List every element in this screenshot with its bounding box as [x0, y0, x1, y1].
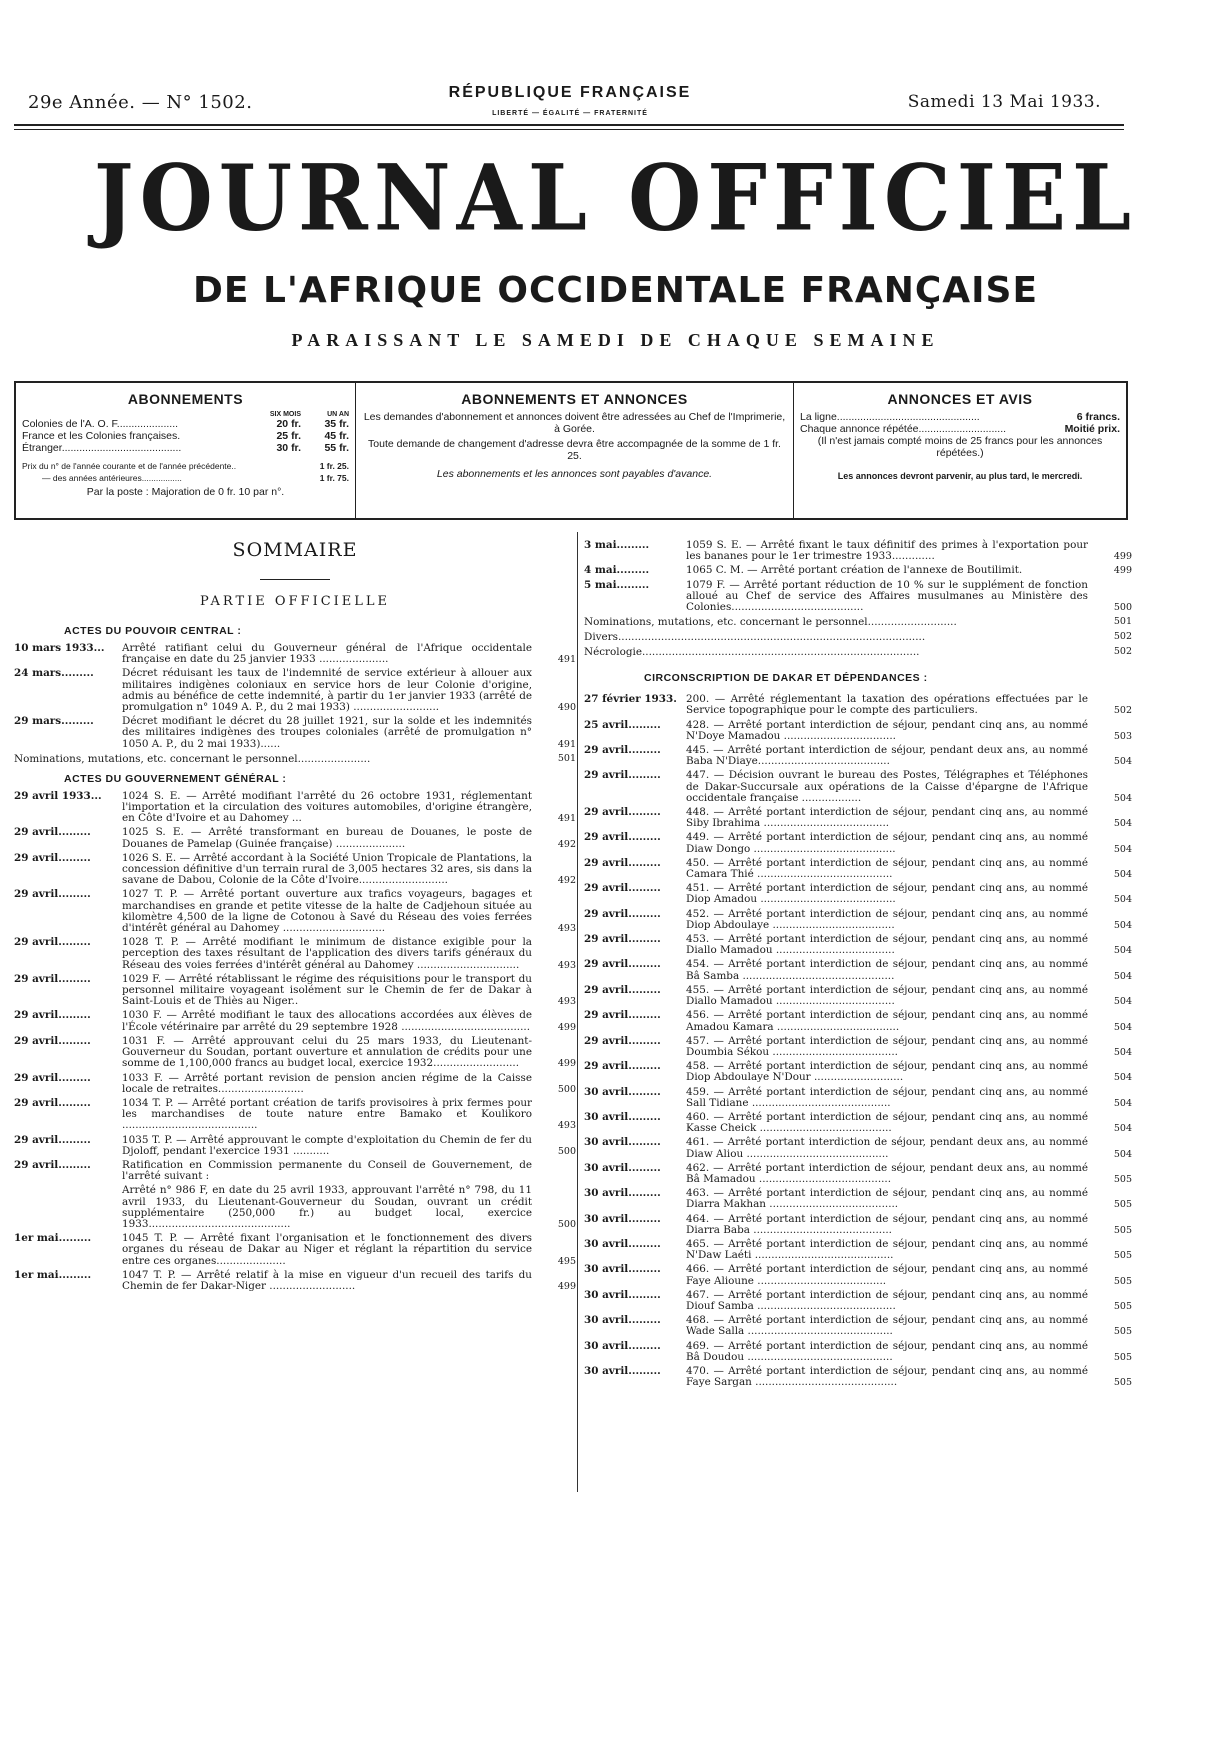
- entry-date: 29 avril.........: [584, 769, 661, 782]
- prix-anterieur-row: — des années antérieures................. 1 fr. 75.: [42, 473, 349, 483]
- entry-text: 448. — Arrêté portant interdiction de séjour, pendant cinq ans, au nommé Siby Ibrahima ......................................: [686, 806, 1088, 830]
- entry-text: 453. — Arrêté portant interdiction de séjour, pendant cinq ans, au nommé Diallo Mamadou ....................................: [686, 933, 1088, 957]
- abonnement-row: [22, 418, 349, 430]
- entry-text: 1059 S. E. — Arrêté fixant le taux définitif des primes à l'exportation pour les bananes pour le 1er trimestre 1933.............: [686, 539, 1088, 563]
- entry-page: 505: [1113, 1199, 1132, 1211]
- abonnements-annonces-p3: Les abonnements et les annonces sont payables d'avance.: [436, 468, 713, 480]
- entry-page: 495: [557, 1255, 576, 1267]
- entry-page: 504: [1113, 1046, 1132, 1058]
- sommaire-entry: [584, 807, 1132, 829]
- sommaire-entry: [584, 1239, 1132, 1261]
- journal-subtitle: DE L'AFRIQUE OCCIDENTALE FRANÇAISE: [192, 270, 1039, 311]
- abonnements-panel: [16, 383, 356, 518]
- abonnement-row: [22, 442, 349, 454]
- entry-text: 470. — Arrêté portant interdiction de séjour, pendant cinq ans, au nommé Faye Sargan ...........................................: [686, 1364, 1088, 1389]
- entry-text: 447. — Décision ouvrant le bureau des Postes, Télégraphes et Téléphones de Dakar-Succursale aux opérations de la Caisse d'épargne de l'Afrique occidentale française ..................: [686, 769, 1088, 804]
- entry-date: 30 avril.........: [584, 1161, 661, 1174]
- entry-page: 505: [1113, 1275, 1132, 1287]
- abonnement-label: Colonies de l'A. O. F.....................: [22, 418, 179, 430]
- entry-text: 462. — Arrêté portant interdiction de séjour, pendant deux ans, au nommé Bâ Mamadou ........................................: [686, 1161, 1088, 1185]
- col-six-mois: SIX MOIS: [269, 411, 301, 418]
- sommaire-entry: [584, 985, 1132, 1007]
- abonnement-row: [22, 430, 349, 442]
- section-pouvoir-central: ACTES DU POUVOIR CENTRAL :: [64, 625, 242, 637]
- entry-date: 29 avril 1933...: [14, 789, 102, 802]
- sommaire-entry: [584, 580, 1132, 614]
- sommaire-entry: [584, 1315, 1132, 1337]
- entry-date: 30 avril.........: [584, 1364, 661, 1377]
- sommaire-entry: [14, 1073, 576, 1095]
- entry-text: 468. — Arrêté portant interdiction de séjour, pendant cinq ans, au nommé Wade Salla ............................................: [686, 1314, 1088, 1338]
- entry-page: 505: [1113, 1300, 1132, 1312]
- entry-text: 1045 T. P. — Arrêté fixant l'organisation et le fonctionnement des divers organes du réseau de Dakar au Niger et réglant la répartition du service entre ces organes.....................: [122, 1232, 532, 1267]
- sommaire-entry: [14, 1036, 576, 1070]
- entry-page: 504: [1113, 1148, 1132, 1160]
- entry-text: 452. — Arrêté portant interdiction de séjour, pendant cinq ans, au nommé Diop Abdoulaye .....................................: [686, 907, 1088, 931]
- entry-text: 1025 S. E. — Arrêté transformant en bureau de Douanes, le poste de Douanes de Pamelap (Guinée française) .....................: [122, 826, 532, 850]
- entry-date: 29 avril.........: [584, 856, 661, 869]
- entry-date: 29 avril.........: [14, 1009, 91, 1022]
- entry-text: 1026 S. E. — Arrêté accordant à la Société Union Tropicale de Plantations, la concession définitive d'un terrain rural de 3,005 hectares 32 ares, sis dans la savane de Dabou, Colonie de la Côte d'Ivoire...........................: [122, 851, 532, 887]
- sommaire-entry: [584, 1188, 1132, 1210]
- misc-line: [584, 646, 1132, 658]
- sommaire-entry: [14, 1270, 576, 1292]
- abonnement-six-mois: 20 fr.: [276, 418, 301, 430]
- abonnements-heading: ABONNEMENTS: [127, 391, 244, 407]
- repetee-row: Chaque annonce répétée.............................. Moitié prix.: [800, 423, 1120, 435]
- entry-page: 504: [1113, 919, 1132, 931]
- sommaire-entry: [14, 791, 576, 825]
- entry-date: 29 avril.........: [14, 888, 91, 901]
- entry-date: 29 avril.........: [14, 1034, 91, 1047]
- entry-page: 500: [1113, 602, 1132, 614]
- entry-page: 493: [557, 959, 576, 971]
- entry-page: 504: [1113, 792, 1132, 804]
- annonces-note: (Il n'est jamais compté moins de 25 francs pour les annonces répétées.): [817, 435, 1103, 459]
- sommaire-entry: [584, 832, 1132, 854]
- entry-date: 29 avril.........: [584, 882, 661, 895]
- sommaire-entry: [14, 937, 576, 971]
- sommaire-entry: [14, 643, 576, 665]
- abonnement-label: France et les Colonies françaises.: [22, 430, 181, 442]
- entry-page: 505: [1113, 1326, 1132, 1338]
- entry-date: 27 février 1933.: [584, 693, 677, 706]
- misc-text: Nominations, mutations, etc. concernant le personnel...........................: [584, 616, 957, 629]
- entry-page: 491: [557, 813, 576, 825]
- sommaire-entry: [584, 745, 1132, 767]
- entry-date: 29 avril.........: [14, 1071, 91, 1084]
- sommaire-entry: [14, 1233, 576, 1267]
- entry-date: 30 avril.........: [584, 1237, 661, 1250]
- misc-line: [584, 631, 1132, 643]
- entry-date: 24 mars.........: [14, 667, 94, 680]
- entry-text: 450. — Arrêté portant interdiction de séjour, pendant cinq ans, au nommé Camara Thié .........................................: [686, 856, 1088, 881]
- entry-page: 504: [1113, 1123, 1132, 1135]
- misc-page: 502: [1113, 631, 1132, 643]
- misc-page: 501: [1113, 616, 1132, 628]
- subscription-box: [14, 381, 1128, 520]
- entry-page: 500: [557, 1218, 576, 1230]
- entry-page: 504: [1113, 756, 1132, 768]
- entry-page: 505: [1113, 1377, 1132, 1389]
- entry-date: 29 avril.........: [14, 826, 91, 839]
- entry-date: 29 avril.........: [584, 907, 661, 920]
- entry-date: 30 avril.........: [584, 1288, 661, 1301]
- column-divider: [577, 532, 578, 1492]
- abonnements-annonces-p1: Les demandes d'abonnement et annonces doivent être adressées au Chef de l'Imprimerie, à Gorée.: [363, 411, 786, 435]
- entry-text: 455. — Arrêté portant interdiction de séjour, pendant cinq ans, au nommé Diallo Mamadou ....................................: [686, 983, 1088, 1008]
- entry-date: 1er mai.........: [14, 1232, 92, 1245]
- sommaire-entry: [14, 1010, 576, 1032]
- entry-date: 29 avril.........: [14, 972, 91, 985]
- sommaire-entry: [14, 827, 576, 849]
- misc-text: Divers.............................................................................................: [584, 631, 926, 644]
- entry-date: 29 avril.........: [14, 936, 91, 949]
- sommaire-right-column: [584, 540, 1132, 1391]
- sommaire-entry: [584, 1010, 1132, 1032]
- sommaire-entry: [584, 883, 1132, 905]
- entry-date: 29 avril.........: [14, 851, 91, 864]
- entry-text: 456. — Arrêté portant interdiction de séjour, pendant cinq ans, au nommé Amadou Kamara .....................................: [686, 1009, 1088, 1033]
- entry-text: 1030 F. — Arrêté modifiant le taux des allocations accordées aux élèves de l'École vétérinaire par arrêté du 29 septembre 1928 .......................................: [122, 1009, 532, 1033]
- entry-page: 504: [1113, 1021, 1132, 1033]
- abonnement-label: Étranger.........................................: [22, 442, 182, 454]
- sommaire-entry: [14, 1135, 576, 1157]
- entry-page: 493: [557, 1120, 576, 1132]
- sommaire-entry: [584, 1087, 1132, 1109]
- entry-text: 464. — Arrêté portant interdiction de séjour, pendant cinq ans, au nommé Diarra Baba ..........................................: [686, 1212, 1088, 1236]
- entry-date: 29 avril.........: [14, 1096, 91, 1109]
- publication-frequency: PARAISSANT LE SAMEDI DE CHAQUE SEMAINE: [291, 330, 940, 350]
- sommaire-entry: [14, 1185, 576, 1230]
- partie-officielle-heading: PARTIE OFFICIELLE: [199, 594, 391, 609]
- entry-text: 1031 F. — Arrêté approuvant celui du 25 mars 1933, du Lieutenant-Gouverneur du Soudan, portant ouverture et annulation de crédits pour une somme de 1,100,000 francs au budget local, exercice 1932..........................: [122, 1034, 532, 1070]
- entry-date: 29 avril.........: [584, 933, 661, 946]
- entry-text: 466. — Arrêté portant interdiction de séjour, pendant cinq ans, au nommé Faye Alioune .......................................: [686, 1263, 1088, 1287]
- sommaire-entry: [14, 889, 576, 934]
- entry-text: 1024 S. E. — Arrêté modifiant l'arrêté du 26 octobre 1931, réglementant l'importation et la circulation des voitures automobiles, d'origine étrangère, en Côte d'Ivoire et au Dahomey ...: [122, 789, 532, 825]
- sommaire-entry: [584, 720, 1132, 742]
- sommaire-entry: [14, 1160, 576, 1182]
- entry-date: 30 avril.........: [584, 1110, 661, 1123]
- entry-page: 504: [1113, 970, 1132, 982]
- abonnement-six-mois: 25 fr.: [276, 430, 301, 442]
- entry-page: 504: [1113, 945, 1132, 957]
- entry-text: 469. — Arrêté portant interdiction de séjour, pendant cinq ans, au nommé Bâ Doudou ............................................: [686, 1339, 1088, 1363]
- entry-page: 499: [1113, 565, 1132, 577]
- entry-date: 30 avril.........: [584, 1136, 661, 1149]
- sommaire-rule: [260, 579, 330, 580]
- header-rule: [14, 124, 1124, 126]
- entry-page: 503: [1113, 730, 1132, 742]
- entry-date: 10 mars 1933...: [14, 642, 105, 654]
- sommaire-entry: [14, 716, 576, 750]
- misc-line: [584, 616, 1132, 628]
- entry-date: 30 avril.........: [584, 1339, 661, 1352]
- entry-text: 467. — Arrêté portant interdiction de séjour, pendant cinq ans, au nommé Diouf Samba ..........................................: [686, 1288, 1088, 1312]
- nominations-central-line: Nominations, mutations, etc. concernant le personnel...................... 501: [14, 752, 576, 765]
- entry-page: 502: [1113, 705, 1132, 717]
- entry-page: 504: [1113, 843, 1132, 855]
- sommaire-entry: [14, 853, 576, 887]
- entry-page: 500: [557, 1145, 576, 1157]
- abonnements-annonces-heading: ABONNEMENTS ET ANNONCES: [461, 391, 688, 407]
- sommaire-entry: [584, 1341, 1132, 1363]
- entry-page: 504: [1113, 1072, 1132, 1084]
- entry-text: Arrêté ratifiant celui du Gouverneur général de l'Afrique occidentale française en date du 25 janvier 1933 .....................: [122, 642, 532, 666]
- entry-date: 4 mai.........: [584, 564, 650, 577]
- entry-text: 457. — Arrêté portant interdiction de séjour, pendant cinq ans, au nommé Doumbia Sékou ......................................: [686, 1034, 1088, 1058]
- abonnements-annonces-p2: Toute demande de changement d'adresse devra être accompagnée de la somme de 1 fr. 25.: [368, 438, 781, 462]
- entry-text: 460. — Arrêté portant interdiction de séjour, pendant cinq ans, au nommé Kasse Cheick ........................................: [686, 1110, 1088, 1135]
- entry-date: 30 avril.........: [584, 1085, 661, 1098]
- entry-page: 492: [557, 875, 576, 887]
- entry-page: 500: [557, 1083, 576, 1095]
- entry-page: 493: [557, 923, 576, 935]
- sommaire-entry: [584, 959, 1132, 981]
- entry-date: 29 avril.........: [584, 744, 661, 757]
- sommaire-entry: [584, 540, 1132, 562]
- entry-page: 504: [1113, 894, 1132, 906]
- entry-date: 30 avril.........: [584, 1263, 661, 1276]
- abonnement-un-an: 45 fr.: [324, 430, 349, 442]
- entry-page: 499: [557, 1058, 576, 1070]
- entry-text: 1079 F. — Arrêté portant réduction de 10 % sur le supplément de fonction alloué au Chef de service des Affaires musulmanes au Ministère des Colonies........................................: [686, 578, 1088, 614]
- entry-page: 499: [557, 1021, 576, 1033]
- entry-date: 29 avril.........: [584, 983, 661, 996]
- section-gouvernement-general: ACTES DU GOUVERNEMENT GÉNÉRAL :: [64, 772, 287, 785]
- sommaire-entry: [584, 1112, 1132, 1134]
- republique-heading: RÉPUBLIQUE FRANÇAISE: [448, 84, 692, 101]
- entry-text: 1047 T. P. — Arrêté relatif à la mise en vigueur d'un recueil des tarifs du Chemin de fer Dakar-Niger ..........................: [122, 1268, 532, 1292]
- entry-page: 505: [1113, 1224, 1132, 1236]
- entry-date: 30 avril.........: [584, 1212, 661, 1225]
- entry-page: 491: [557, 738, 576, 750]
- entry-date: 29 avril.........: [584, 958, 661, 971]
- section-dakar: CIRCONSCRIPTION DE DAKAR ET DÉPENDANCES :: [644, 672, 928, 685]
- entry-date: 30 avril.........: [584, 1314, 661, 1327]
- entry-date: 29 avril.........: [584, 1034, 661, 1047]
- sommaire-entry: [584, 1137, 1132, 1159]
- entry-date: 29 avril.........: [14, 1133, 91, 1146]
- entry-date: 25 avril.........: [584, 718, 661, 731]
- entry-date: 3 mai.........: [584, 539, 650, 551]
- entry-text: Décret réduisant les taux de l'indemnité de service extérieur à allouer aux militaires indigènes coloniaux en service hors de leur Colonie d'origine, admis au bénéfice de cette indemnité, à partir du 1er janvier 1933 (arrêté de promulgation n° 1049 A. P., du 2 mai 1933) ..........................: [122, 667, 532, 714]
- sommaire-entry: [584, 858, 1132, 880]
- entry-date: 29 avril.........: [584, 1009, 661, 1022]
- sommaire-entry: [584, 1036, 1132, 1058]
- entry-page: 504: [1113, 818, 1132, 830]
- sommaire-left-column: [14, 535, 576, 1295]
- entry-text: 461. — Arrêté portant interdiction de séjour, pendant deux ans, au nommé Diaw Aliou ...........................................: [686, 1136, 1088, 1160]
- entry-date: 29 mars.........: [14, 715, 94, 728]
- entry-text: 1027 T. P. — Arrêté portant ouverture aux trafics voyageurs, bagages et marchandises en grande et petite vitesse de la halte de Cadjehoun située au kilomètre 4,500 de la ligne de Cotonou à Savé du Réseau des voies ferrées d'intérêt général au Dahomey ...............................: [122, 888, 532, 935]
- entry-text: 454. — Arrêté portant interdiction de séjour, pendant cinq ans, au nommé Bâ Samba ..............................................: [686, 958, 1088, 982]
- sommaire-entry: [584, 1061, 1132, 1083]
- abonnement-un-an: 55 fr.: [324, 442, 349, 454]
- entry-page: 493: [557, 996, 576, 1008]
- misc-page: 502: [1113, 646, 1132, 658]
- poste-note: Par la poste : Majoration de 0 fr. 10 par n°.: [86, 486, 285, 498]
- sommaire-entry: [584, 565, 1132, 576]
- entry-date: 29 avril.........: [584, 831, 661, 844]
- issue-date: Samedi 13 Mai 1933.: [907, 92, 1101, 112]
- entry-text: 1065 C. M. — Arrêté portant création de l'annexe de Boutilimit.: [686, 564, 1023, 577]
- entry-text: 1033 F. — Arrêté portant revision de pension ancien régime de la Caisse locale de retraites..........................: [122, 1071, 532, 1095]
- entry-date: 1er mai.........: [14, 1268, 92, 1281]
- abonnement-six-mois: 30 fr.: [276, 442, 301, 454]
- entry-text: 463. — Arrêté portant interdiction de séjour, pendant cinq ans, au nommé Diarra Makhan .......................................: [686, 1187, 1088, 1211]
- entry-text: 445. — Arrêté portant interdiction de séjour, pendant deux ans, au nommé Baba N'Diaye........................................: [686, 744, 1088, 768]
- entry-date: 29 avril.........: [584, 806, 661, 819]
- prix-courant-row: Prix du n° de l'année courante et de l'année précédente.. 1 fr. 25.: [22, 461, 349, 471]
- sommaire-entry: [584, 1366, 1132, 1388]
- entry-text: 428. — Arrêté portant interdiction de séjour, pendant cinq ans, au nommé N'Doye Mamadou ..................................: [686, 718, 1088, 742]
- sommaire-entry: [584, 934, 1132, 956]
- national-motto: LIBERTÉ — ÉGALITÉ — FRATERNITÉ: [492, 110, 648, 117]
- sommaire-entry: [584, 694, 1132, 716]
- entry-text: Arrêté n° 986 F, en date du 25 avril 1933, approuvant l'arrêté n° 798, du 11 avril 1933, du Lieutenant-Gouverneur du Soudan, ouvrant un crédit supplémentaire (250,000 fr.) au budget local, exercice 1933...........................................: [122, 1184, 532, 1230]
- entry-page: 492: [557, 838, 576, 850]
- entry-text: 451. — Arrêté portant interdiction de séjour, pendant cinq ans, au nommé Diop Amadou .........................................: [686, 882, 1088, 906]
- entry-text: 200. — Arrêté réglementant la taxation des opérations effectuées par le Service topographique pour le compte des particuliers.: [686, 693, 1088, 717]
- ligne-row: La ligne................................................. 6 francs.: [800, 411, 1120, 423]
- misc-text: Nécrologie....................................................................................: [584, 646, 920, 659]
- entry-date: 29 avril.........: [14, 1158, 91, 1171]
- annonces-avis-panel: [794, 383, 1126, 518]
- entry-text: 1028 T. P. — Arrêté modifiant le minimum de distance exigible pour la perception des taxes résultant de l'application des divers tarifs généraux du Réseau des voies ferrées d'intérêt général au Dahomey ...............................: [122, 936, 532, 971]
- header-rule-thin: [14, 129, 1124, 130]
- entry-page: 499: [1113, 551, 1132, 563]
- entry-page: 490: [557, 702, 576, 714]
- abonnements-annonces-panel: [356, 383, 794, 518]
- entry-date: 29 avril.........: [584, 1060, 661, 1073]
- entry-text: 465. — Arrêté portant interdiction de séjour, pendant cinq ans, au nommé N'Daw Laéti ..........................................: [686, 1237, 1088, 1262]
- annonces-avis-heading: ANNONCES ET AVIS: [887, 391, 1033, 407]
- sommaire-entry: [584, 1290, 1132, 1312]
- col-un-an: UN AN: [327, 411, 349, 418]
- annonces-delai: Les annonces devront parvenir, au plus tard, le mercredi.: [837, 471, 1083, 481]
- entry-page: 504: [1113, 996, 1132, 1008]
- sommaire-entry: [14, 668, 576, 713]
- sommaire-entry: [14, 974, 576, 1008]
- entry-page: 504: [1113, 869, 1132, 881]
- entry-page: 504: [1113, 1097, 1132, 1109]
- sommaire-title: SOMMAIRE: [232, 539, 358, 561]
- entry-text: Ratification en Commission permanente du Conseil de Gouvernement, de l'arrêté suivant :: [122, 1158, 532, 1183]
- entry-text: 459. — Arrêté portant interdiction de séjour, pendant cinq ans, au nommé Sall Tidiane ..........................................: [686, 1085, 1088, 1109]
- entry-date: 5 mai.........: [584, 578, 650, 591]
- entry-date: 30 avril.........: [584, 1187, 661, 1200]
- sommaire-entry: [584, 1163, 1132, 1185]
- sommaire-entry: [584, 770, 1132, 804]
- entry-page: 505: [1113, 1173, 1132, 1185]
- journal-title: JOURNAL OFFICIEL: [93, 144, 1138, 251]
- entry-page: 499: [557, 1280, 576, 1292]
- sommaire-entry: [14, 1098, 576, 1132]
- entry-text: 1034 T. P. — Arrêté portant création de tarifs provisoires à prix fermes pour les marchandises de toute nature entre Bamako et Koulikoro .........................................: [122, 1096, 532, 1132]
- entry-page: 505: [1113, 1351, 1132, 1363]
- sommaire-entry: [584, 1214, 1132, 1236]
- issue-number: 29e Année. — N° 1502.: [28, 92, 253, 113]
- sommaire-entry: [584, 1264, 1132, 1286]
- entry-text: 1029 F. — Arrêté rétablissant le régime des réquisitions pour le transport du personnel militaire voyageant isolément sur le Chemin de fer de Dakar à Saint-Louis et de Thiès au Niger..: [122, 972, 532, 1008]
- entry-text: Décret modifiant le décret du 28 juillet 1921, sur la solde et les indemnités des militaires indigènes des troupes coloniales (arrêté de promulgation n° 1050 A. P., du 2 mai 1933)......: [122, 715, 532, 750]
- entry-page: 505: [1113, 1250, 1132, 1262]
- abonnement-un-an: 35 fr.: [324, 418, 349, 430]
- entry-text: 449. — Arrêté portant interdiction de séjour, pendant cinq ans, au nommé Diaw Dongo ...........................................: [686, 831, 1088, 855]
- entry-text: 458. — Arrêté portant interdiction de séjour, pendant cinq ans, au nommé Diop Abdoulaye N'Dour ...........................: [686, 1060, 1088, 1084]
- entry-text: 1035 T. P. — Arrêté approuvant le compte d'exploitation du Chemin de fer du Djoloff, pendant l'exercice 1931 ...........: [122, 1133, 532, 1157]
- entry-page: 491: [557, 654, 576, 666]
- abonnements-column-headers: [22, 411, 349, 418]
- sommaire-entry: [584, 909, 1132, 931]
